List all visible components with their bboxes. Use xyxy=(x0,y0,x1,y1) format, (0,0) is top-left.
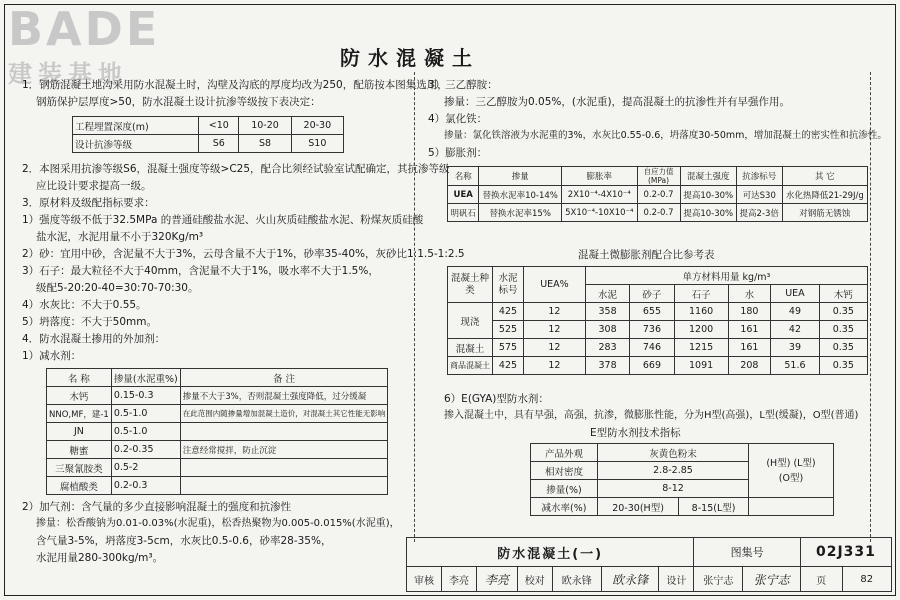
para-1a: 1．钢筋混凝土地沟采用防水混凝土时，沟壁及沟底的厚度均改为250，配筋按本图集选用， xyxy=(22,79,448,91)
reducer-table xyxy=(46,368,388,495)
cell: 0.5-2 xyxy=(111,459,180,477)
mix-table xyxy=(447,266,868,375)
header-cell: 自应力值(MPa) xyxy=(637,167,680,186)
cell: 1200 xyxy=(674,321,728,339)
header-cell: 水泥 xyxy=(585,285,629,303)
para-r6: 6）E(GYA)型防水剂： xyxy=(444,393,549,405)
header-cell: 水 xyxy=(728,285,771,303)
cell: 设计抗渗等级 xyxy=(73,135,199,153)
cell: 358 xyxy=(585,303,629,321)
header-cell: 备 注 xyxy=(180,369,388,387)
cell: 39 xyxy=(771,339,819,357)
cell: 208 xyxy=(728,357,771,375)
cell: 10-20 xyxy=(239,117,291,135)
type-note-cell xyxy=(749,444,834,498)
cell: 2.8-2.85 xyxy=(598,462,749,480)
logo-latin: BADE xyxy=(8,2,161,56)
e-table-title: E型防水剂技术指标 xyxy=(590,427,681,439)
cell: 49 xyxy=(771,303,819,321)
role-design: 设计 xyxy=(659,567,694,592)
header-cell: 抗渗标号 xyxy=(736,167,782,186)
cell: UEA xyxy=(448,186,479,204)
para-3-1a: 1）强度等级不低于32.5MPa 的普通硅酸盐水泥、火山灰质硅酸盐水泥、粉煤灰质硅酸 xyxy=(22,214,424,226)
cell: 明矾石 xyxy=(448,204,479,222)
type-h: (H型) xyxy=(766,457,791,469)
header-cell: 石子 xyxy=(674,285,728,303)
column-divider xyxy=(414,72,416,542)
cell: 180 xyxy=(728,303,771,321)
header-cell: UEA% xyxy=(524,267,586,303)
cell: 减水率(%) xyxy=(531,498,598,516)
cell xyxy=(180,423,388,441)
mix-table-title: 混凝土微膨胀剂配合比参考表 xyxy=(578,249,715,261)
checker-name: 欧永锋 xyxy=(552,567,601,592)
para-r4: 4）氯化铁： xyxy=(428,113,488,125)
page-title: 防水混凝土 xyxy=(340,46,480,70)
cell: 混凝土 xyxy=(448,339,493,357)
para-r4b: 掺量：氯化铁溶液为水泥重的3%，水灰比0.55-0.6，坍落度30-50mm，增加混凝土的密实性和抗渗性。 xyxy=(444,130,887,141)
cell: 0.35 xyxy=(819,339,867,357)
para-1b: 钢筋保护层厚度>50，防水混凝土设计抗渗等级按下表决定： xyxy=(36,96,321,108)
header-cell: 膨胀率 xyxy=(562,167,638,186)
cell: 12 xyxy=(524,321,586,339)
cell: 提高2-3倍 xyxy=(736,204,782,222)
cell: <10 xyxy=(199,117,239,135)
reviewer-signature: 李亮 xyxy=(477,567,518,592)
checker-signature: 欧永锋 xyxy=(601,567,658,592)
header-cell: 掺量(水泥重%) xyxy=(111,369,180,387)
cell: 20-30(H型) xyxy=(598,498,679,516)
cell: 腐植酸类 xyxy=(47,477,112,495)
type-l: (L型) xyxy=(793,457,816,469)
para-3-1b: 盐水泥，水泥用量不小于320Kg/m³ xyxy=(36,231,204,243)
cell: 308 xyxy=(585,321,629,339)
header-cell: 木钙 xyxy=(819,285,867,303)
cell: 736 xyxy=(630,321,674,339)
cell: 1091 xyxy=(674,357,728,375)
cell: JN xyxy=(47,423,112,441)
para-2a: 2．本图采用抗渗等级S6，混凝土强度等级>C25，配合比须经试验室试配确定，其抗渗等级 xyxy=(22,163,450,175)
cell: 商品混凝土 xyxy=(448,357,493,375)
para-r3: 3）三乙醇胺： xyxy=(428,79,498,91)
cell: S6 xyxy=(199,135,239,153)
para-3-3b: 级配5-20:20-40=30:70-70:30。 xyxy=(36,282,199,294)
cell: 746 xyxy=(630,339,674,357)
para-4-2b: 掺量：松香酸钠为0.01-0.03%(水泥重)，松香热聚物为0.005-0.015%(水泥重)， xyxy=(36,518,400,529)
cell: 糖蜜 xyxy=(47,441,112,459)
cell: 8-12 xyxy=(598,480,749,498)
cell xyxy=(749,498,834,516)
header-cell: 单方材料用量 kg/m³ xyxy=(585,267,867,285)
drawing-name: 防水混凝土(一) xyxy=(407,538,694,567)
designer-name: 张宁志 xyxy=(694,567,743,592)
cell: 425 xyxy=(493,303,524,321)
cell: 0.35 xyxy=(819,321,867,339)
cell: 0.2-0.7 xyxy=(637,186,680,204)
cell: 425 xyxy=(493,357,524,375)
para-4: 4．防水混凝土掺用的外加剂： xyxy=(22,333,166,345)
cell: 产品外观 xyxy=(531,444,598,462)
para-4-2a: 2）加气剂：含气量的多少直接影响混凝土的强度和抗渗性 xyxy=(22,501,292,513)
reviewer-name: 李亮 xyxy=(442,567,477,592)
para-r5: 5）膨胀剂： xyxy=(428,147,488,159)
cell: 378 xyxy=(585,357,629,375)
cell: 0.2-0.3 xyxy=(111,477,180,495)
header-cell: 混凝土种类 xyxy=(448,267,493,303)
cell: 161 xyxy=(728,321,771,339)
cell: 669 xyxy=(630,357,674,375)
para-3-5: 5）坍落度：不大于50mm。 xyxy=(22,316,157,328)
cell: 替换水泥率15% xyxy=(479,204,562,222)
cell: 工程埋置深度(m) xyxy=(73,117,199,135)
cell: 木钙 xyxy=(47,387,112,405)
cell: 现浇 xyxy=(448,303,493,339)
expansion-table xyxy=(447,166,868,222)
cell: 161 xyxy=(728,339,771,357)
cell: 12 xyxy=(524,339,586,357)
cell: 对钢筋无锈蚀 xyxy=(782,204,867,222)
para-3-2: 2）砂：宜用中砂，含泥量不大于3%，云母含量不大于1%，砂率35-40%，灰砂比1:1.5-1:2.5 xyxy=(22,248,465,260)
cell: 575 xyxy=(493,339,524,357)
para-4-1: 1）减水剂： xyxy=(22,350,82,362)
para-3-3a: 3）石子：最大粒径不大于40mm，含泥量不大于1%，吸水率不大于1.5%， xyxy=(22,265,379,277)
atlas-label: 图集号 xyxy=(694,538,801,567)
para-4-2c: 含气量3-5%，坍落度3-5cm，水灰比0.5-0.6，砂率28-35%， xyxy=(36,535,332,547)
header-cell: UEA xyxy=(771,285,819,303)
cell: 0.5-1.0 xyxy=(111,405,180,423)
cell: 注意经常搅拌，防止沉淀 xyxy=(180,441,388,459)
cell: 525 xyxy=(493,321,524,339)
cell: 0.35 xyxy=(819,357,867,375)
cell: 0.15-0.3 xyxy=(111,387,180,405)
atlas-number: 02J331 xyxy=(800,538,891,567)
page-label: 页 xyxy=(800,567,842,592)
cell: 提高10-30% xyxy=(680,186,736,204)
cell: 2X10⁻⁴-4X10⁻⁴ xyxy=(562,186,638,204)
header-cell: 其 它 xyxy=(782,167,867,186)
cell: 20-30 xyxy=(291,117,343,135)
cell: 0.2-0.35 xyxy=(111,441,180,459)
cell xyxy=(180,459,388,477)
cell: 三聚氰胺类 xyxy=(47,459,112,477)
cell: 5X10⁻⁴-10X10⁻⁴ xyxy=(562,204,638,222)
cell: 12 xyxy=(524,357,586,375)
para-4-2d: 水泥用量280-300kg/m³。 xyxy=(36,552,164,564)
type-o: (O型) xyxy=(778,472,804,484)
cell: NNO,MF，建-1 xyxy=(47,405,112,423)
cell: 0.5-1.0 xyxy=(111,423,180,441)
cell: 12 xyxy=(524,303,586,321)
logo xyxy=(8,2,178,88)
cell: S8 xyxy=(239,135,291,153)
cell: 0.35 xyxy=(819,303,867,321)
cell: 替换水泥率10-14% xyxy=(479,186,562,204)
cell: 283 xyxy=(585,339,629,357)
cell: 水化热降低21-29J/g xyxy=(782,186,867,204)
page-number: 82 xyxy=(842,567,891,592)
cell: 灰黄色粉末 xyxy=(598,444,749,462)
cell: 51.6 xyxy=(771,357,819,375)
cell: S10 xyxy=(291,135,343,153)
cell xyxy=(180,477,388,495)
cell: 1215 xyxy=(674,339,728,357)
cell: 掺量不大于3%，否则混凝土强度降低，过分缓凝 xyxy=(180,387,388,405)
para-2b: 应比设计要求提高一级。 xyxy=(36,180,152,192)
header-cell: 名 称 xyxy=(47,369,112,387)
cell: 1160 xyxy=(674,303,728,321)
designer-signature: 张宁志 xyxy=(743,567,800,592)
header-cell: 混凝土强度 xyxy=(680,167,736,186)
cell: 可达S30 xyxy=(736,186,782,204)
para-3-4: 4）水灰比：不大于0.55。 xyxy=(22,299,147,311)
cell: 655 xyxy=(630,303,674,321)
header-cell: 水泥标号 xyxy=(493,267,524,303)
para-r6b: 掺入混凝土中，具有早强，高强，抗渗，微膨胀性能，分为H型(高强)，L型(缓凝)，O型(普通) xyxy=(444,410,859,421)
para-r3b: 掺量：三乙醇胺为0.05%，(水泥重)，提高混凝土的抗渗性并有早强作用。 xyxy=(444,96,791,108)
cell: 提高10-30% xyxy=(680,204,736,222)
para-3: 3．原材料及级配指标要求： xyxy=(22,197,155,209)
header-cell: 掺量 xyxy=(479,167,562,186)
cell: 在此范围内随掺量增加混凝土造价，对混凝土其它性能无影响 xyxy=(180,405,388,423)
role-check: 校对 xyxy=(517,567,552,592)
e-type-table xyxy=(530,443,834,516)
logo-cn: 建装基地 xyxy=(8,60,128,88)
cell: 掺量(%) xyxy=(531,480,598,498)
depth-table xyxy=(72,116,344,153)
cell: 相对密度 xyxy=(531,462,598,480)
cell: 0.2-0.7 xyxy=(637,204,680,222)
header-cell: 砂子 xyxy=(630,285,674,303)
cell: 42 xyxy=(771,321,819,339)
cell: 8-15(L型) xyxy=(679,498,749,516)
header-cell: 名称 xyxy=(448,167,479,186)
title-block xyxy=(406,537,892,592)
role-review: 审核 xyxy=(407,567,442,592)
